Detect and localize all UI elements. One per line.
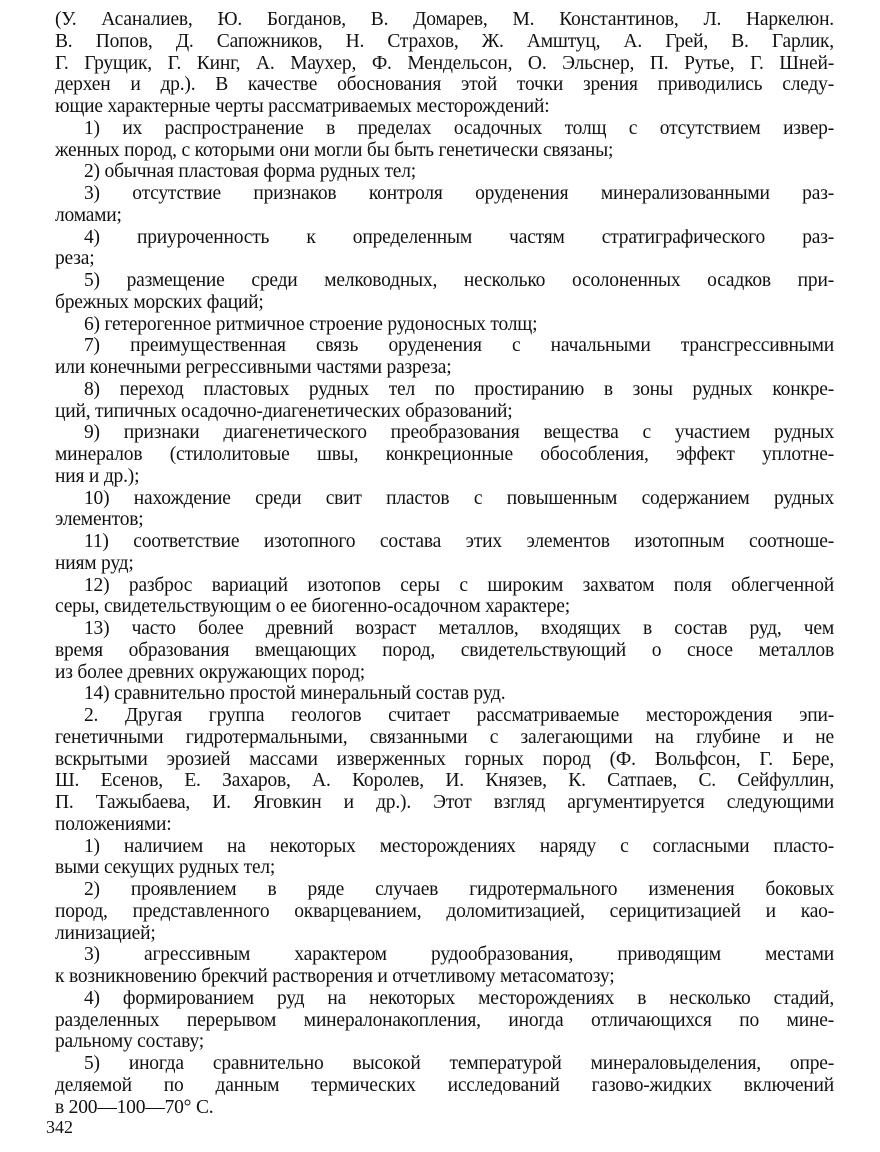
text-line: брежных морских фаций; xyxy=(55,291,264,313)
text-line: деляемой по данным термических исследований газово-жидких включений xyxy=(55,1074,834,1096)
text-line: время образования вмещающих пород, свидетельствующий о сносе металлов xyxy=(55,639,834,661)
text-line: 10) нахождение среди свит пластов с повышенным содержанием рудных xyxy=(84,487,834,509)
text-line: 8) переход пластовых рудных тел по простиранию в зоны рудных конкре- xyxy=(84,378,834,400)
text-line: (У. Асаналиев, Ю. Богданов, В. Домарев, М. Константинов, Л. Наркелюн. xyxy=(55,9,834,30)
text-line: 7) преимущественная связь оруденения с начальными трансгрессивными xyxy=(84,335,834,357)
text-line: реза; xyxy=(55,248,95,270)
text-line: 12) разброс вариаций изотопов серы с широким захватом поля облегченной xyxy=(84,574,834,596)
text-line: 2. Другая группа геологов считает рассматриваемые месторождения эпи- xyxy=(84,705,834,726)
text-line: серы, свидетельствующим о ее биогенно-осадочном характере; xyxy=(55,596,570,618)
text-line: 1) наличием на некоторых месторождениях наряду с согласными пласто- xyxy=(84,835,834,857)
text-line: женных пород, с которыми они могли бы быть генетически связаны; xyxy=(55,139,614,161)
text-line: вскрытыми эрозией массами изверженных горных пород (Ф. Вольфсон, Г. Бере, xyxy=(55,748,834,770)
text-line: ния и др.); xyxy=(55,465,140,487)
text-line: к возникновению брекчий растворения и отчетливому метасоматозу; xyxy=(55,966,615,987)
text-line: линизацией; xyxy=(55,922,156,944)
text-line: из более древних окружающих пород; xyxy=(55,661,366,683)
text-line: 11) соответствие изотопного состава этих элементов изотопным соотноше- xyxy=(84,531,834,552)
text-line: генетичными гидротермальными, связанными с залегающими на глубине и не xyxy=(55,726,834,748)
text-line: разделенных перерывом минералонакопления, иногда отличающихся по мине- xyxy=(55,1009,834,1031)
text-line: 1) их распространение в пределах осадочных толщ с отсутствием извер- xyxy=(84,117,834,139)
text-line: 9) признаки диагенетического преобразования вещества с участием рудных xyxy=(84,422,834,444)
text-line: 5) размещение среди мелководных, несколько осолоненных осадков при- xyxy=(84,270,834,291)
text-line: 4) приуроченность к определенным частям стратиграфического раз- xyxy=(84,226,834,248)
text-line: ломами; xyxy=(55,204,122,226)
text-line: положениями: xyxy=(55,813,172,835)
document-page-body xyxy=(55,9,834,1118)
text-line: 13) часто более древний возраст металлов, входящих в состав руд, чем xyxy=(84,618,834,639)
text-line: пород, представленного окварцеванием, доломитизацией, серицитизацией и као- xyxy=(55,900,834,922)
text-line: 4) формированием руд на некоторых месторождениях в несколько стадий, xyxy=(84,987,834,1009)
text-line: ций, типичных осадочно-диагенетических образований; xyxy=(55,400,513,422)
text-line: 2) обычная пластовая форма рудных тел; xyxy=(84,161,416,183)
text-line: 3) агрессивным характером рудообразования, приводящим местами xyxy=(84,944,834,966)
text-line: в 200—100—70° С. xyxy=(55,1096,214,1118)
text-line: Г. Грущик, Г. Кинг, А. Маухер, Ф. Мендельсон, О. Эльснер, П. Рутье, Г. Шней- xyxy=(55,52,834,74)
text-line: выми секущих рудных тел; xyxy=(55,857,276,879)
text-line: ральному составу; xyxy=(55,1031,204,1053)
page-number: 342 xyxy=(46,1117,73,1137)
text-line: минералов (стилолитовые швы, конкреционные обособления, эффект уплотне- xyxy=(55,444,834,465)
text-line: элементов; xyxy=(55,509,144,531)
text-line: П. Тажыбаева, И. Яговкин и др.). Этот взгляд аргументируется следующими xyxy=(55,792,834,813)
text-line: 2) проявлением в ряде случаев гидротермального изменения боковых xyxy=(84,879,834,900)
text-line: 6) гетерогенное ритмичное строение рудоносных толщ; xyxy=(84,313,538,335)
text-line: В. Попов, Д. Сапожников, Н. Страхов, Ж. Амштуц, А. Грей, В. Гарлик, xyxy=(55,30,834,52)
text-line: 14) сравнительно простой минеральный состав руд. xyxy=(84,683,506,705)
text-line: ниям руд; xyxy=(55,552,134,574)
text-line: или конечными регрессивными частями разреза; xyxy=(55,357,452,378)
text-line: Ш. Есенов, Е. Захаров, А. Королев, И. Князев, К. Сатпаев, С. Сейфуллин, xyxy=(55,770,834,792)
text-line: 3) отсутствие признаков контроля оруденения минерализованными раз- xyxy=(84,183,834,204)
text-line: 5) иногда сравнительно высокой температурой минераловыделения, опре- xyxy=(84,1053,834,1074)
text-line: ющие характерные черты рассматриваемых месторождений: xyxy=(55,96,550,117)
text-line: дерхен и др.). В качестве обоснования этой точки зрения приводились следу- xyxy=(55,74,834,96)
